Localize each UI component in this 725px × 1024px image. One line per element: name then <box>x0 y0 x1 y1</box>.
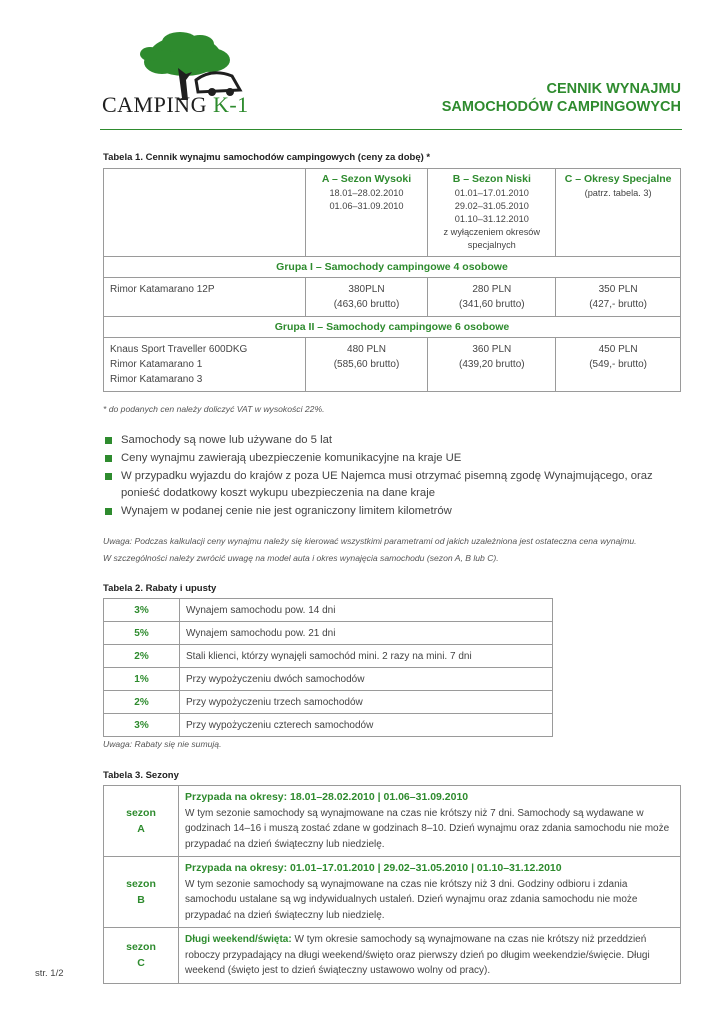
seasons-table <box>103 785 681 984</box>
price-net: 380PLN <box>348 284 385 295</box>
season-lead: Długi weekend/święta: <box>185 934 292 945</box>
model-name: Rimor Katamarano 1 <box>110 359 203 370</box>
table-row <box>104 599 553 622</box>
group-2-row <box>104 338 681 392</box>
season-c-date: (patrz. tabela. 3) <box>584 188 652 198</box>
logo-name-part2: K-1 <box>212 92 249 117</box>
season-label-letter: C <box>137 957 145 970</box>
discount-percent: 3% <box>104 714 180 737</box>
group-1-price-a <box>305 278 428 317</box>
season-periods: Przypada na okresy: 18.01–28.02.2010 | 01.06–31.09.2010 <box>185 791 469 803</box>
list-item <box>103 432 688 449</box>
discount-percent: 3% <box>104 599 180 622</box>
table3-caption: Tabela 3. Sezony <box>103 770 179 781</box>
group-1-models <box>104 278 306 317</box>
group-1-heading: Grupa I – Samochody campingowe 4 osobowe <box>104 257 681 278</box>
price-net: 480 PLN <box>347 344 386 355</box>
season-c-title: C – Okresy Specjalne <box>564 173 672 185</box>
pricing-remark <box>103 533 688 567</box>
season-b-title: B – Sezon Niski <box>452 173 531 185</box>
pricing-remark-line: Uwaga: Podczas kalkulacji ceny wynajmu należy się kierować wszystkimi parametrami od jakich uzależniona jest ostateczna cena wynajmu. <box>103 536 637 546</box>
season-a-title: A – Sezon Wysoki <box>321 173 412 185</box>
discount-percent: 2% <box>104 691 180 714</box>
discount-description: Wynajem samochodu pow. 21 dni <box>180 622 553 645</box>
table-row <box>104 857 681 928</box>
group-2-heading: Grupa II – Samochody campingowe 6 osobowe <box>104 317 681 338</box>
table-row <box>104 714 553 737</box>
season-text: W tym okresie samochody są wynajmowane na czas nie krótszy niż przeddzień roboczy przypadający na długi weekend/święto oraz pierwszy dzień po długim weekendzie/święcie. Długi weekend (święto jest to dzień świąteczny ustawowo wolny od pracy). <box>185 934 650 976</box>
conditions-list <box>103 432 688 521</box>
season-b-date: 01.01–17.01.2010 <box>454 188 529 198</box>
season-periods: Przypada na okresy: 01.01–17.01.2010 | 29.02–31.05.2010 | 01.10–31.12.2010 <box>185 862 562 874</box>
bullet-square-icon <box>105 437 112 444</box>
model-name: Rimor Katamarano 12P <box>110 284 215 295</box>
price-table-empty-cell <box>104 169 306 257</box>
list-item <box>103 468 688 502</box>
table-row <box>104 928 681 984</box>
season-a-header <box>305 169 428 257</box>
group-1-row <box>104 278 681 317</box>
price-gross: (549,- brutto) <box>589 359 647 370</box>
price-gross: (439,20 brutto) <box>458 359 525 370</box>
season-a-date: 01.06–31.09.2010 <box>329 201 404 211</box>
pricing-remark-line: W szczególności należy zwrócić uwagę na model auta i okres wynajęcia samochodu (sezon A, B lub C). <box>103 553 499 563</box>
table1-caption: Tabela 1. Cennik wynajmu samochodów campingowych (ceny za dobę) * <box>103 152 431 163</box>
list-item-text: Samochody są nowe lub używane do 5 lat <box>121 434 333 446</box>
price-gross: (341,60 brutto) <box>458 299 525 310</box>
bullet-square-icon <box>105 455 112 462</box>
discounts-table <box>103 598 553 737</box>
table2-caption: Tabela 2. Rabaty i upusty <box>103 583 217 594</box>
discount-description: Wynajem samochodu pow. 14 dni <box>180 599 553 622</box>
table-row <box>104 691 553 714</box>
group-2-price-a <box>305 338 428 392</box>
list-item <box>103 450 688 467</box>
discount-percent: 2% <box>104 645 180 668</box>
season-label <box>104 928 179 984</box>
discount-description: Przy wypożyczeniu trzech samochodów <box>180 691 553 714</box>
group-2-price-c <box>556 338 681 392</box>
page-number: str. 1/2 <box>35 968 64 979</box>
season-description <box>179 857 681 928</box>
document-title <box>442 80 681 116</box>
season-text: W tym sezonie samochody są wynajmowane na czas nie krótszy niż 7 dni. Samochody są wydawane w godzinach 14–16 i muszą zostać zdane w godzinach 8–10. Dzień wynajmu oraz zdania samochodu nie może przypadać na dzień świąteczny lub niedzielę. <box>185 807 670 850</box>
vat-footnote: * do podanych cen należy doliczyć VAT w wysokości 22%. <box>103 404 325 414</box>
list-item-text: Ceny wynajmu zawierają ubezpieczenie komunikacyjne na kraje UE <box>121 452 462 464</box>
list-item <box>103 503 688 520</box>
model-name: Rimor Katamarano 3 <box>110 374 203 385</box>
season-label-letter: A <box>137 823 145 835</box>
season-label-word: sezon <box>126 878 156 890</box>
season-label-letter: B <box>137 894 145 906</box>
price-table-header-row <box>104 169 681 257</box>
list-item-text: W przypadku wyjazdu do krajów z poza UE Najemca musi otrzymać pisemną zgodę Wynajmującego, oraz ponieść dodatkowy koszt wykupu ubezpieczenia na dane kraje <box>121 470 653 499</box>
table-row <box>104 668 553 691</box>
price-gross: (427,- brutto) <box>589 299 647 310</box>
document-title-line1: CENNIK WYNAJMU <box>546 81 681 97</box>
discount-percent: 5% <box>104 622 180 645</box>
table-row <box>104 622 553 645</box>
table-row <box>104 645 553 668</box>
discount-description: Stali klienci, którzy wynajęli samochód mini. 2 razy na mini. 7 dni <box>180 645 553 668</box>
season-description <box>179 928 681 984</box>
discount-description: Przy wypożyczeniu czterech samochodów <box>180 714 553 737</box>
discounts-remark: Uwaga: Rabaty się nie sumują. <box>103 739 222 749</box>
season-text: W tym sezonie samochody są wynajmowane na czas nie krótszy niż 3 dni. Godziny odbioru i zdania samochodu ustalane są wg indywidualnych ustaleń. Dzień wynajmu oraz zdania samochodu nie może przypadać na dzień świąteczny lub niedzielę. <box>185 878 638 921</box>
title-divider <box>100 129 682 130</box>
price-net: 350 PLN <box>598 284 638 295</box>
price-net: 450 PLN <box>598 344 638 355</box>
season-c-header <box>556 169 681 257</box>
group-1-price-b <box>428 278 556 317</box>
season-b-date: 29.02–31.05.2010 <box>454 201 529 211</box>
season-b-date: 01.10–31.12.2010 <box>454 214 529 224</box>
discount-description: Przy wypożyczeniu dwóch samochodów <box>180 668 553 691</box>
season-label <box>104 786 179 857</box>
price-net: 280 PLN <box>472 284 512 295</box>
season-description <box>179 786 681 857</box>
season-a-date: 18.01–28.02.2010 <box>329 188 404 198</box>
price-net: 360 PLN <box>472 344 512 355</box>
list-item-text: Wynajem w podanej cenie nie jest ograniczony limitem kilometrów <box>121 505 452 517</box>
price-gross: (463,60 brutto) <box>333 299 400 310</box>
logo-wordmark <box>102 92 249 118</box>
bullet-square-icon <box>105 508 112 515</box>
season-b-header <box>428 169 556 257</box>
season-b-date: specjalnych <box>467 240 516 250</box>
discount-percent: 1% <box>104 668 180 691</box>
season-label-word: sezon <box>126 807 156 819</box>
season-label <box>104 857 179 928</box>
price-gross: (585,60 brutto) <box>333 359 400 370</box>
document-title-line2: SAMOCHODÓW CAMPINGOWYCH <box>441 99 681 115</box>
group-2-price-b <box>428 338 556 392</box>
bullet-square-icon <box>105 473 112 480</box>
model-name: Knaus Sport Traveller 600DKG <box>110 344 248 355</box>
table-row <box>104 786 681 857</box>
logo-name-part1: CAMPING <box>102 92 207 117</box>
group-1-price-c <box>556 278 681 317</box>
season-label-word: sezon <box>126 941 156 954</box>
group-2-models <box>104 338 306 392</box>
price-table <box>103 168 681 392</box>
season-b-date: z wyłączeniem okresów <box>443 227 541 237</box>
